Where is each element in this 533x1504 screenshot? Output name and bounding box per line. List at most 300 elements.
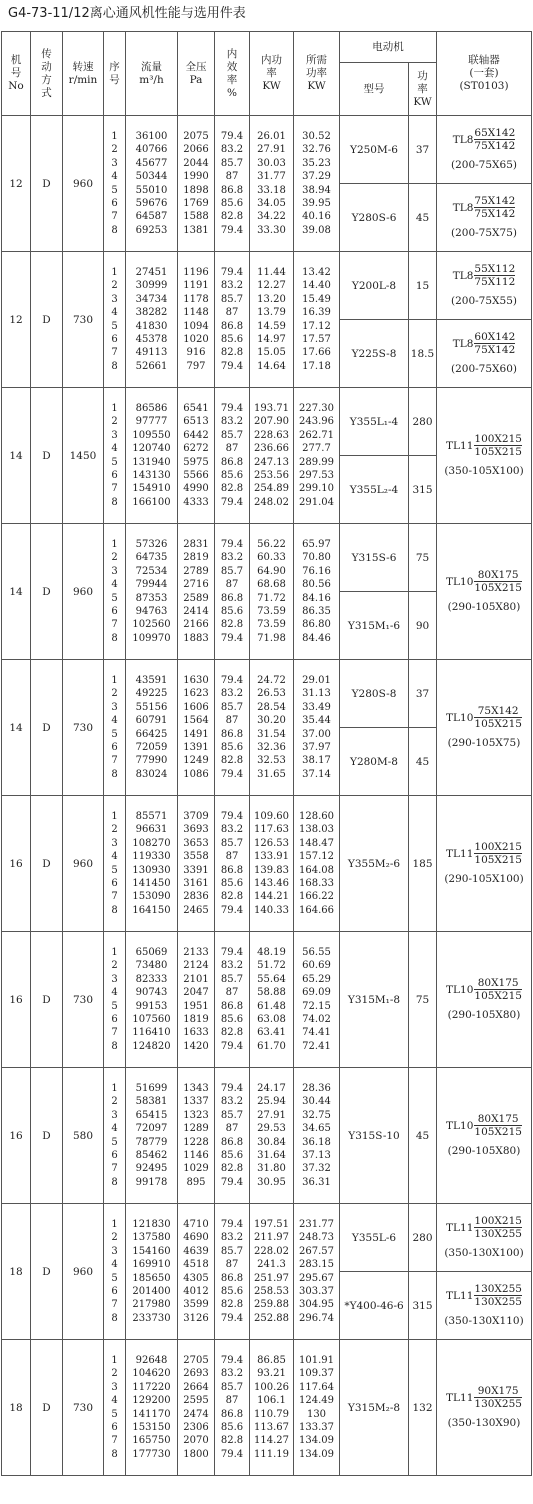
pressure-value: 3599 [183,1299,209,1311]
fan-number: 18 [2,1340,31,1476]
coupling-prefix: TL10 [446,1119,474,1132]
seq-number-value: 8 [111,904,118,916]
internal-power-value: 241.3 [257,1259,286,1271]
internal-power [250,1068,294,1204]
required-power-value: 29.01 [302,674,331,686]
flow-value: 87353 [135,592,168,604]
required-power-value: 248.73 [299,1232,334,1244]
seq-number [104,932,126,1068]
internal-power [250,932,294,1068]
required-power-value: 109.37 [299,1368,334,1380]
fan-group-row [2,660,532,728]
efficiency-value: 83.2 [220,552,244,564]
efficiency-value: 85.6 [220,1013,244,1025]
pressure [178,796,215,932]
coupling-denominator: 130X255 [474,1228,522,1240]
pressure-value: 4990 [183,483,209,495]
pressure-value: 1196 [183,266,209,278]
flow-value: 43591 [135,674,168,686]
required-power-value: 134.09 [299,1435,334,1447]
seq-number-value: 5 [111,1408,118,1420]
efficiency-value: 85.7 [220,293,244,305]
seq-number-value: 4 [111,851,118,863]
internal-power-value: 93.21 [257,1368,286,1380]
coupling-fraction [474,127,515,152]
flow-value: 99178 [135,1176,168,1188]
coupling-cell [437,1068,532,1204]
motor-model: Y355L₁-4 [340,388,409,456]
seq-number-value: 6 [111,1149,118,1161]
efficiency-value: 82.8 [220,619,244,631]
required-power-value: 128.60 [299,810,334,822]
internal-power-value: 26.01 [257,130,286,142]
seq-number-value: 2 [111,688,118,700]
required-power-value: 157.12 [299,851,334,863]
efficiency-value: 87 [225,443,239,455]
pressure-value: 3693 [183,824,209,836]
internal-power-value: 14.97 [257,333,286,345]
flow-value: 83024 [135,768,168,780]
pressure-value: 1323 [183,1109,209,1121]
efficiency-value: 79.4 [220,768,244,780]
required-power-value: 303.37 [299,1285,334,1297]
coupling-main [452,331,516,356]
flow-value: 49113 [135,347,168,359]
seq-number-value: 1 [111,810,118,822]
seq-number-value: 4 [111,579,118,591]
pressure-value: 2595 [183,1395,209,1407]
flow-value: 201400 [132,1285,171,1297]
internal-power-value: 33.18 [257,184,286,196]
flow-value: 36100 [135,130,168,142]
pressure [178,932,215,1068]
seq-number-value: 4 [111,1123,118,1135]
coupling-code: (350-130X100) [444,1247,524,1259]
coupling-denominator: 75X112 [474,276,516,288]
coupling-numerator: 90X175 [474,1385,522,1398]
efficiency-value: 87 [225,579,239,591]
flow-value: 79944 [135,579,168,591]
required-power-value: 60.69 [302,960,331,972]
coupling-fraction [474,705,522,730]
flow-value: 60791 [135,715,168,727]
flow-value: 119330 [132,851,171,863]
flow-value: 141170 [132,1408,171,1420]
seq-number-value: 2 [111,416,118,428]
coupling-cell [437,796,532,932]
seq-number-value: 1 [111,1218,118,1230]
seq-number-value: 4 [111,171,118,183]
seq-number [104,524,126,660]
flow-value: 45378 [135,333,168,345]
required-power-value: 56.55 [302,946,331,958]
required-power-value: 168.33 [299,877,334,889]
coupling-numerator: 60X142 [474,331,516,343]
required-power [294,932,340,1068]
pressure [178,1340,215,1476]
coupling-fraction [474,841,522,866]
flow-value: 109970 [132,632,171,644]
internal-power-value: 228.02 [254,1245,289,1257]
coupling-denominator: 105X215 [474,990,522,1002]
required-power [294,660,340,796]
flow-value: 154910 [132,483,171,495]
coupling-code: (350-130X110) [444,1315,524,1327]
coupling-cell [437,116,532,184]
coupling-code: (290-105X100) [444,873,524,885]
seq-number-value: 6 [111,605,118,617]
coupling-spec [437,331,531,376]
flow-value: 120740 [132,443,171,455]
seq-number-value: 2 [111,824,118,836]
seq-number-value: 8 [111,1312,118,1324]
required-power-value: 277.7 [302,443,331,455]
pressure-value: 3709 [183,810,209,822]
internal-power-value: 30.20 [257,715,286,727]
internal-power-value: 27.91 [257,1109,286,1121]
efficiency-value: 87 [225,851,239,863]
seq-number-value: 2 [111,280,118,292]
required-power-value: 32.75 [302,1109,331,1121]
internal-power-value: 71.72 [257,592,286,604]
motor-model: Y280S-8 [340,660,409,728]
internal-power-value: 100.26 [254,1381,289,1393]
seq-number-value: 5 [111,728,118,740]
internal-power-value: 13.20 [257,293,286,305]
internal-power-value: 228.63 [254,429,289,441]
seq-number-value: 1 [111,674,118,686]
pressure-value: 1148 [183,307,209,319]
seq-number-value: 7 [111,619,118,631]
motor-model: Y315M₁-6 [340,592,409,660]
required-power-value: 138.03 [299,824,334,836]
coupling-code: (290-105X75) [447,737,521,749]
pressure-value: 1990 [183,171,209,183]
seq-number-value: 5 [111,184,118,196]
seq-number-value: 1 [111,266,118,278]
pressure-value: 916 [186,347,206,359]
motor-model: *Y400-46-6 [340,1272,409,1340]
required-power-value: 30.52 [302,130,331,142]
efficiency-value: 79.4 [220,1082,244,1094]
required-power-value: 124.49 [299,1395,334,1407]
pressure-value: 3126 [183,1312,209,1324]
required-power-value: 297.53 [299,469,334,481]
efficiency [215,1340,250,1476]
efficiency-value: 86.8 [220,864,244,876]
efficiency [215,1068,250,1204]
internal-power [250,388,294,524]
seq-number-value: 8 [111,360,118,372]
required-power-value: 134.09 [299,1448,334,1460]
internal-power-value: 144.21 [254,891,289,903]
internal-power-value: 56.22 [257,538,286,550]
pressure-value: 1819 [183,1013,209,1025]
coupling-main [452,263,516,288]
pressure [178,1204,215,1340]
required-power-value: 28.36 [302,1082,331,1094]
required-power-value: 295.67 [299,1272,334,1284]
header-required-power: 所需 功率 KW [294,32,340,116]
internal-power-value: 133.91 [254,851,289,863]
flow-value: 104620 [132,1368,171,1380]
internal-power-value: 32.36 [257,741,286,753]
required-power-value: 74.41 [302,1027,331,1039]
flow-value: 78779 [135,1136,168,1148]
speed: 960 [63,116,104,252]
required-power [294,524,340,660]
internal-power-value: 24.17 [257,1082,286,1094]
coupling-spec [437,841,531,886]
pressure-value: 5566 [183,469,209,481]
drive-type: D [31,116,63,252]
flow-value: 121830 [132,1218,171,1230]
pressure-value: 1146 [183,1149,209,1161]
speed: 960 [63,1204,104,1340]
pressure-value: 4305 [183,1272,209,1284]
seq-number [104,252,126,388]
efficiency-value: 79.4 [220,1448,244,1460]
flow-value: 27451 [135,266,168,278]
flow-value: 96631 [135,824,168,836]
pressure-value: 6272 [183,443,209,455]
pressure-value: 1630 [183,674,209,686]
pressure-value: 3391 [183,864,209,876]
internal-power-value: 31.77 [257,171,286,183]
efficiency-value: 85.7 [220,429,244,441]
seq-number-value: 8 [111,496,118,508]
speed: 960 [63,524,104,660]
required-power-value: 32.76 [302,144,331,156]
seq-number-value: 7 [111,211,118,223]
header-motor-model: 型号 [340,63,409,116]
efficiency [215,1204,250,1340]
speed: 730 [63,932,104,1068]
pressure-value: 2716 [183,579,209,591]
coupling-fraction [474,263,515,288]
pressure [178,116,215,252]
required-power [294,252,340,388]
required-power-value: 37.13 [302,1149,331,1161]
seq-number-value: 2 [111,552,118,564]
internal-power-value: 253.56 [254,469,289,481]
pressure-value: 1228 [183,1136,209,1148]
required-power-value: 164.08 [299,864,334,876]
efficiency-value: 79.4 [220,904,244,916]
motor-power: 37 [409,116,437,184]
coupling-fraction [474,1113,522,1138]
required-power-value: 40.16 [302,211,331,223]
required-power-value: 267.57 [299,1245,334,1257]
header-efficiency: 内 效 率 % [215,32,250,116]
flow-value: 137580 [132,1232,171,1244]
seq-number-value: 3 [111,429,118,441]
seq-number [104,116,126,252]
pressure-value: 1564 [183,715,209,727]
required-power-value: 133.37 [299,1421,334,1433]
coupling-prefix: TL11 [446,1221,474,1234]
pressure-value: 1343 [183,1082,209,1094]
motor-power: 18.5 [409,320,437,388]
pressure-value: 2044 [183,157,209,169]
drive-type: D [31,524,63,660]
fan-group-row [2,252,532,320]
efficiency-value: 85.6 [220,1421,244,1433]
internal-power-value: 31.54 [257,728,286,740]
speed: 730 [63,660,104,796]
coupling-spec [437,705,531,750]
pressure [178,1068,215,1204]
coupling-main [446,1215,522,1240]
required-power-value: 84.16 [302,592,331,604]
fan-number: 14 [2,524,31,660]
required-power-value: 33.49 [302,701,331,713]
required-power-value: 262.71 [299,429,334,441]
internal-power-value: 51.72 [257,960,286,972]
motor-power: 75 [409,932,437,1068]
coupling-code: (290-105X80) [447,601,521,613]
flow-value: 166100 [132,496,171,508]
fan-number: 16 [2,932,31,1068]
required-power-value: 227.30 [299,402,334,414]
flow-value: 64735 [135,552,168,564]
internal-power-value: 247.13 [254,456,289,468]
internal-power-value: 30.03 [257,157,286,169]
efficiency-value: 79.4 [220,1176,244,1188]
efficiency-value: 85.7 [220,565,244,577]
coupling-numerator: 80X175 [474,1113,522,1126]
coupling-cell [437,1204,532,1272]
required-power-value: 38.17 [302,755,331,767]
coupling-cell [437,524,532,660]
required-power-value: 65.97 [302,538,331,550]
coupling-fraction [474,331,515,356]
efficiency-value: 86.8 [220,1408,244,1420]
flow-value: 64587 [135,211,168,223]
coupling-prefix: TL8 [452,201,474,214]
efficiency-value: 86.8 [220,728,244,740]
seq-number-value: 3 [111,701,118,713]
flow-value: 165750 [132,1435,171,1447]
drive-type: D [31,1340,63,1476]
required-power-value: 299.10 [299,483,334,495]
flow-value: 51699 [135,1082,168,1094]
internal-power-value: 111.19 [254,1448,289,1460]
efficiency-value: 85.6 [220,741,244,753]
efficiency-value: 82.8 [220,755,244,767]
header-seq: 序 号 [104,32,126,116]
flow-value: 85571 [135,810,168,822]
flow-value: 130930 [132,864,171,876]
header-speed: 转速 r/min [63,32,104,116]
internal-power-value: 28.54 [257,701,286,713]
motor-model: Y355L-6 [340,1204,409,1272]
required-power-value: 148.47 [299,837,334,849]
flow-value: 55010 [135,184,168,196]
pressure-value: 2124 [183,960,209,972]
internal-power-value: 86.85 [257,1354,286,1366]
coupling-prefix: TL11 [446,1289,474,1302]
flow [126,796,178,932]
efficiency-value: 83.2 [220,688,244,700]
pressure-value: 1086 [183,768,209,780]
pressure-value: 1491 [183,728,209,740]
flow-value: 57326 [135,538,168,550]
header-coupling: 联轴器 (一套) (ST0103) [437,32,532,116]
fan-group-row [2,524,532,592]
seq-number-value: 8 [111,224,118,236]
coupling-main [446,841,522,866]
seq-number-value: 2 [111,960,118,972]
pressure-value: 2705 [183,1354,209,1366]
required-power-value: 283.15 [299,1259,334,1271]
internal-power-value: 31.65 [257,768,286,780]
internal-power-value: 14.59 [257,320,286,332]
seq-number-value: 7 [111,483,118,495]
required-power-value: 86.80 [302,619,331,631]
flow-value: 73480 [135,960,168,972]
seq-number-value: 4 [111,1395,118,1407]
required-power-value: 39.95 [302,197,331,209]
seq-number [104,1068,126,1204]
efficiency-value: 85.6 [220,469,244,481]
coupling-denominator: 75X142 [474,208,516,220]
flow-value: 52661 [135,360,168,372]
motor-power: 45 [409,728,437,796]
required-power-value: 72.15 [302,1000,331,1012]
required-power-value: 31.13 [302,688,331,700]
pressure-value: 2066 [183,144,209,156]
fan-spec-table [1,31,532,1476]
internal-power-value: 73.59 [257,619,286,631]
coupling-main [446,1385,522,1410]
motor-power: 185 [409,796,437,932]
coupling-spec [437,127,531,172]
flow-value: 124820 [132,1040,171,1052]
pressure-value: 2819 [183,552,209,564]
internal-power-value: 48.19 [257,946,286,958]
pressure-value: 3653 [183,837,209,849]
required-power-value: 76.16 [302,565,331,577]
flow [126,1068,178,1204]
required-power [294,116,340,252]
required-power-value: 36.31 [302,1176,331,1188]
required-power-value: 17.66 [302,347,331,359]
pressure-value: 2474 [183,1408,209,1420]
flow-value: 30999 [135,280,168,292]
motor-power: 132 [409,1340,437,1476]
seq-number-value: 6 [111,469,118,481]
flow-value: 116410 [132,1027,171,1039]
seq-number-value: 6 [111,877,118,889]
efficiency-value: 83.2 [220,1096,244,1108]
efficiency-value: 85.7 [220,837,244,849]
flow [126,660,178,796]
required-power-value: 65.29 [302,973,331,985]
internal-power-value: 32.53 [257,755,286,767]
efficiency-value: 82.8 [220,483,244,495]
seq-number-value: 8 [111,1176,118,1188]
flow-value: 45677 [135,157,168,169]
efficiency-value: 79.4 [220,1312,244,1324]
drive-type: D [31,1068,63,1204]
required-power-value: 17.18 [302,360,331,372]
seq-number-value: 6 [111,1421,118,1433]
motor-model: Y355M₂-6 [340,796,409,932]
efficiency-value: 85.6 [220,877,244,889]
fan-number: 16 [2,1068,31,1204]
coupling-cell [437,1272,532,1340]
